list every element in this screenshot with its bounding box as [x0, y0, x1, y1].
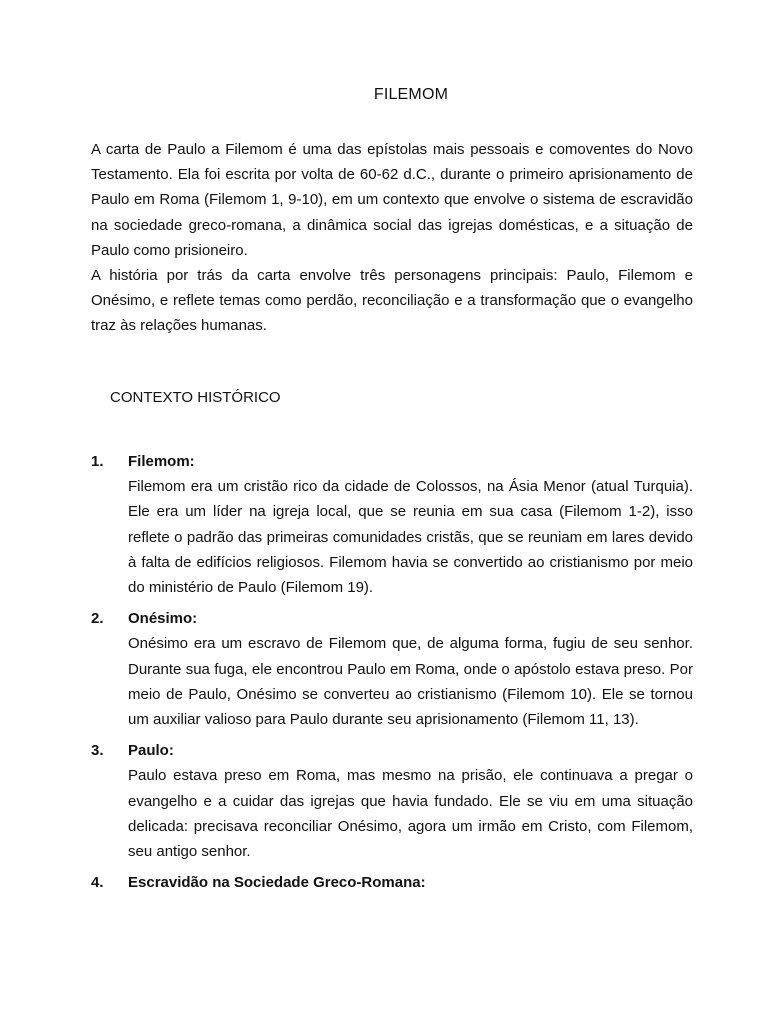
intro-paragraph: A carta de Paulo a Filemom é uma das epístolas mais pessoais e comoventes do Novo Testamento. Ela foi escrita por volta de 60-62 d.C., durante o primeiro aprisionamento de Paulo em Roma (Filemom 1, 9-10), em um contexto que envolve o sistema de escravidão na sociedade greco-romana, a dinâmica social das igrejas domésticas, e a situação de Paulo como prisioneiro.: [91, 141, 693, 259]
item-title: Filemom:: [128, 453, 195, 470]
list-item: [91, 870, 693, 895]
item-number: 3.: [91, 742, 104, 760]
item-title: Paulo:: [128, 742, 174, 760]
item-body: Paulo estava preso em Roma, mas mesmo na prisão, ele continuava a pregar o evangelho e a cuidar das igrejas que havia fundado. Ele se viu em uma situação delicada: precisava reconciliar Onésimo, agora um irmão em Cristo, com Filemom, seu antigo senhor.: [128, 767, 693, 861]
list-item: [91, 738, 693, 864]
item-body: Filemom era um cristão rico da cidade de Colossos, na Ásia Menor (atual Turquia). Ele era um líder na igreja local, que se reunia em sua casa (Filemom 1-2), isso reflete o padrão das primeiras comunidades cristãs, que se reuniam em lares devido à falta de edifícios religiosos. Filemom havia se convertido ao cristianismo por meio do ministério de Paulo (Filemom 19).: [128, 478, 693, 597]
item-title: Escravidão na Sociedade Greco-Romana:: [128, 874, 426, 892]
item-number: 4.: [91, 874, 104, 892]
item-number: 2.: [91, 610, 104, 628]
item-title: Onésimo:: [128, 610, 198, 628]
intro-section: [91, 137, 693, 339]
list-item: [91, 449, 693, 600]
item-number: 1.: [91, 453, 104, 470]
item-body: Onésimo era um escravo de Filemom que, de alguma forma, fugiu de seu senhor. Durante sua fuga, ele encontrou Paulo em Roma, onde o apóstolo estava preso. Por meio de Paulo, Onésimo se converteu ao cristianismo (Filemom 10). Ele se tornou um auxiliar valioso para Paulo durante seu aprisionamento (Filemom 11, 13).: [128, 635, 693, 729]
section-heading: CONTEXTO HISTÓRICO: [110, 389, 281, 406]
intro-paragraph: A história por trás da carta envolve três personagens principais: Paulo, Filemom e Onésimo, e reflete temas como perdão, reconciliação e a transformação que o evangelho traz às relações humanas.: [91, 267, 693, 335]
list-item: [91, 606, 693, 732]
context-list: [91, 449, 693, 901]
document-title: FILEMOM: [373, 86, 449, 103]
